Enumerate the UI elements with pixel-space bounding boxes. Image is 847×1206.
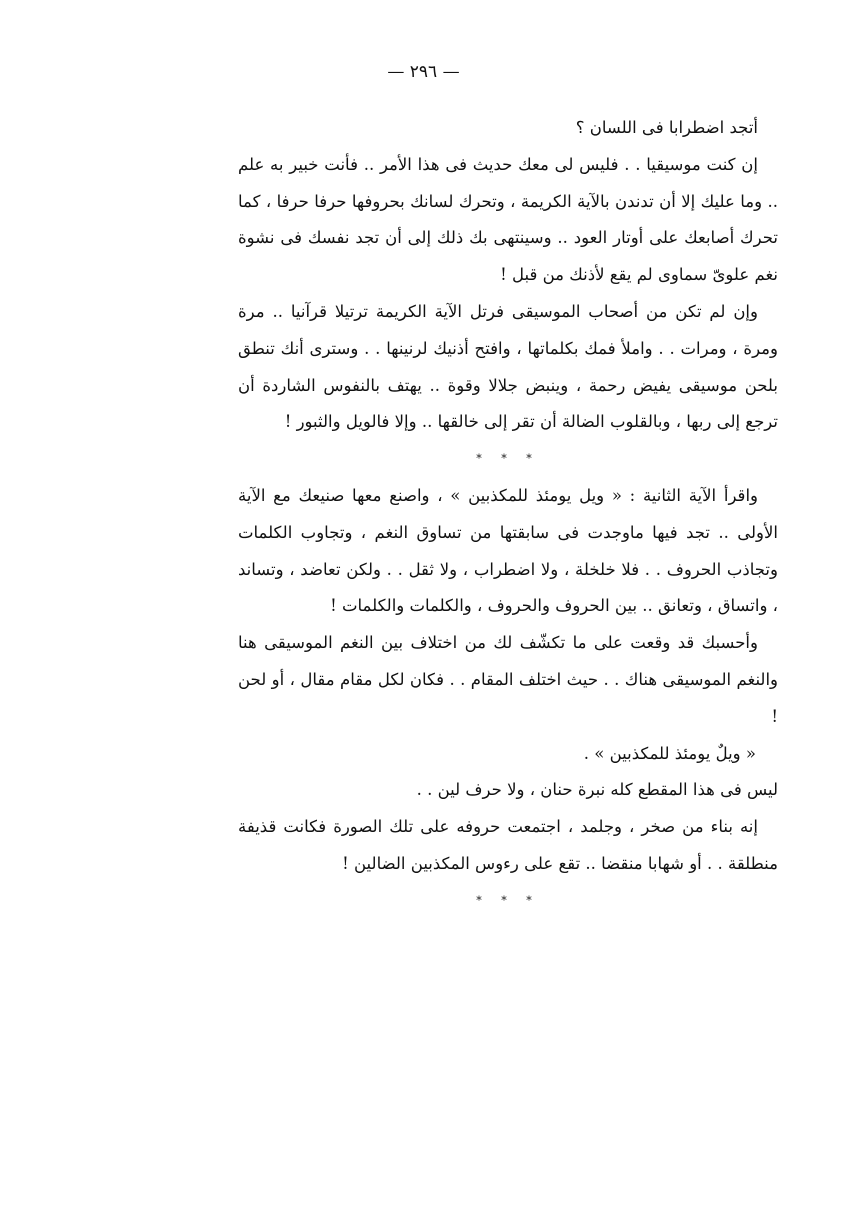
paragraph-rock: إنه بناء من صخر ، وجلمد ، اجتمعت حروفه على تلك الصورة فكانت قذيفة منطلقة . . أو شهابا منقضا .. تقع على رءوس المكذبين الضالين !: [238, 817, 778, 873]
paragraph-musician: إن كنت موسيقيا . . فليس لى معك حديث فى هذا الأمر .. فأنت خبير به علم .. وما عليك إلا أن تدندن بالآية الكريمة ، وتحرك لسانك بحروفها حرفا حرفا ، كما تحرك أصابعك على أوتار العود .. وسينتهى بك ذلك إلى أن تجد نفسك فى نشوة نغم علوىّ سماوى لم يقع لأذنك من قبل !: [238, 154, 778, 285]
page-body: [238, 110, 778, 920]
paragraph-difference: وأحسبك قد وقعت على ما تكشّف لك من اختلاف بين النغم الموسيقى هنا والنغم الموسيقى هناك . . حيث اختلف المقام . . فكان لكل مقام مقال ، أو لحن !: [238, 633, 778, 726]
section-separator-end: * * *: [476, 893, 540, 907]
paragraph-recite: وإن لم تكن من أصحاب الموسيقى فرتل الآية الكريمة ترتيلا قرآنيا .. مرة ومرة ، ومرات . . واملأ فمك بكلماتها ، وافتح أذنيك لرنينها . . وسترى أنك تنطق بلحن موسيقى يفيض رحمة ، وينبض جلالا وقوة .. يهتف بالنفوس الشاردة أن ترجع إلى ربها ، وبالقلوب الضالة أن تقر إلى خالقها .. وإلا فالويل والثبور !: [238, 301, 778, 432]
paragraph-second-verse: واقرأ الآية الثانية : « ويل يومئذ للمكذبين » ، واصنع معها صنيعك مع الآية الأولى .. تجد فيها ماوجدت فى سابقتها من تساوق النغم ، وتجاوب الكلمات وتجاذب الحروف . . فلا خلخلة ، ولا اضطراب ، ولا ثقل . . ولكن تعاضد ، وتساند ، واتساق ، وتعانق .. بين الحروف والحروف ، والكلمات والكلمات !: [238, 485, 778, 616]
paragraph-question: أتجد اضطرابا فى اللسان ؟: [575, 118, 758, 137]
section-separator: * * *: [476, 452, 540, 466]
paragraph-no-tenderness: ليس فى هذا المقطع كله نبرة حنان ، ولا حرف لين . .: [416, 780, 778, 800]
page-number: — ٢٩٦ —: [387, 62, 460, 82]
verse-quote: « ويلٌ يومئذ للمكذبين » .: [583, 743, 756, 763]
